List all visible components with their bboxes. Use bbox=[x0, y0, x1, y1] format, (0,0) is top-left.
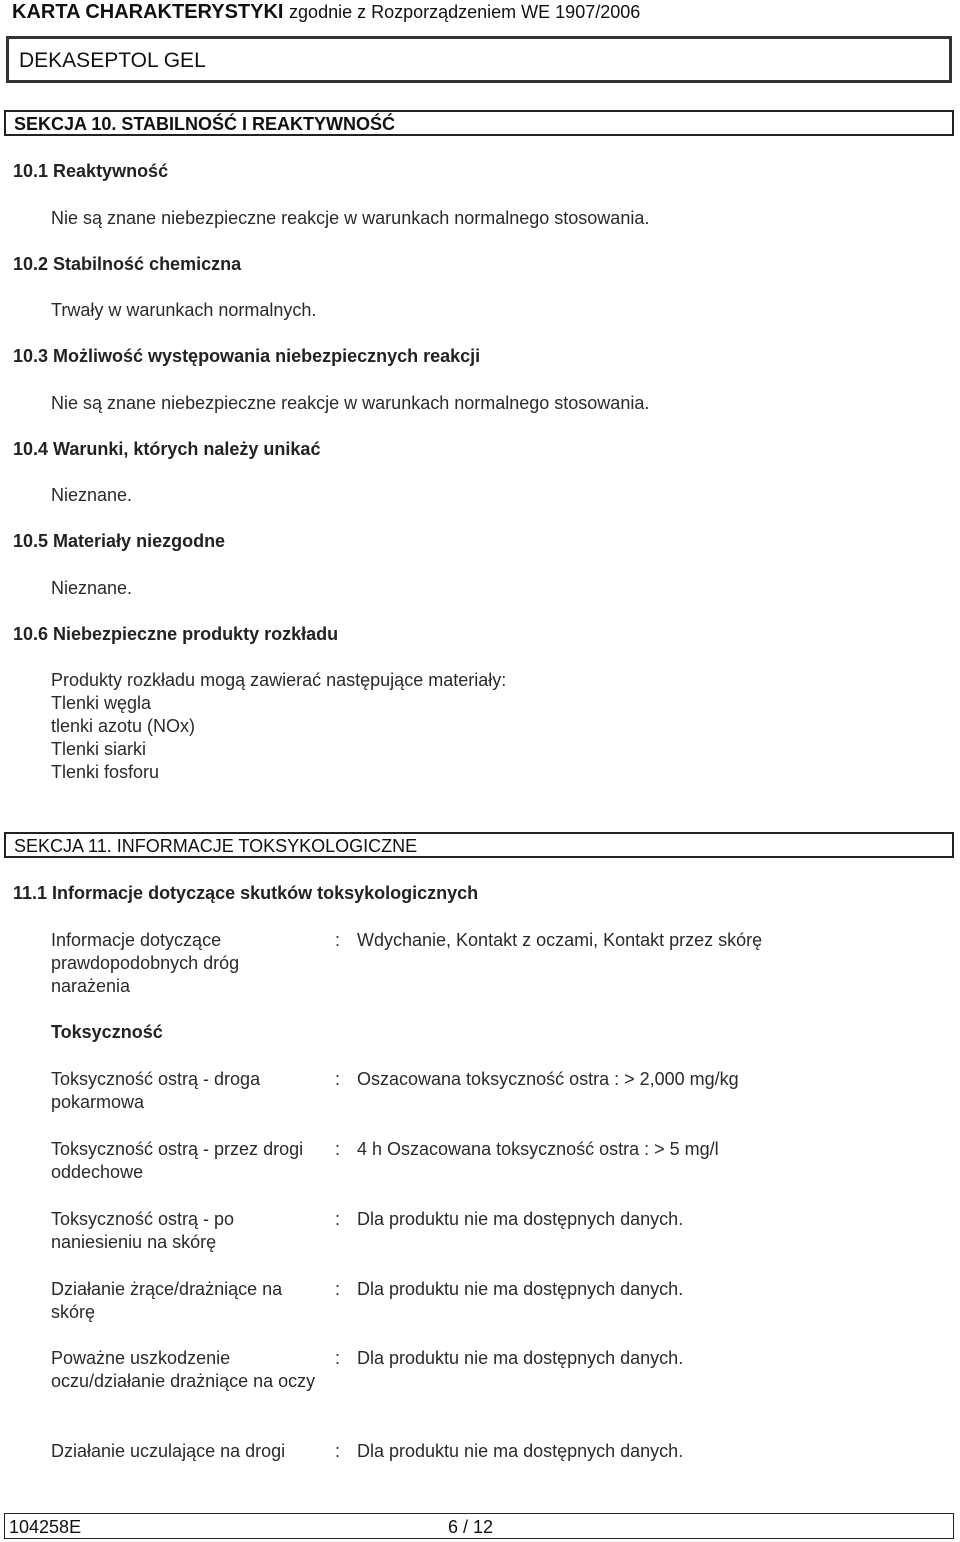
text-10-1: Nie są znane niebezpieczne reakcje w warunkach normalnego stosowania. bbox=[51, 208, 650, 228]
tox-row-label: Poważne uszkodzenie oczu/działanie drażniące na oczy bbox=[51, 1348, 316, 1391]
heading-11-1: 11.1 Informacje dotyczące skutków toksykologicznych bbox=[13, 883, 479, 903]
product-name-box bbox=[6, 36, 952, 83]
tox-row-value: Dla produktu nie ma dostępnych danych. bbox=[357, 1279, 684, 1299]
separator: : bbox=[335, 930, 341, 950]
tox-row-label: Działanie żrące/drażniące na skórę bbox=[51, 1279, 283, 1322]
heading-10-1: 10.1 Reaktywność bbox=[13, 161, 169, 181]
separator: : bbox=[335, 1441, 341, 1461]
tox-row-value: Dla produktu nie ma dostępnych danych. bbox=[357, 1441, 684, 1461]
text-10-6-intro: Produkty rozkładu mogą zawierać następujące materiały: bbox=[51, 670, 507, 690]
document-type: KARTA CHARAKTERYSTYKI bbox=[12, 1, 284, 23]
heading-10-4: 10.4 Warunki, których należy unikać bbox=[13, 439, 321, 459]
toxicity-heading: Toksyczność bbox=[51, 1022, 163, 1042]
tox-row-label: Toksyczność ostrą - przez drogi oddechowe bbox=[51, 1139, 304, 1182]
section-10-header bbox=[4, 110, 954, 136]
exposure-label: Informacje dotyczące prawdopodobnych dróg narażenia bbox=[51, 930, 240, 996]
exposure-value: Wdychanie, Kontakt z oczami, Kontakt przez skórę bbox=[357, 930, 763, 950]
tox-row-value: Oszacowana toksyczność ostra : > 2,000 mg/kg bbox=[357, 1069, 739, 1089]
tox-row-value: Dla produktu nie ma dostępnych danych. bbox=[357, 1348, 684, 1368]
tox-row-label: Toksyczność ostrą - droga pokarmowa bbox=[51, 1069, 261, 1112]
section-11-header bbox=[4, 832, 954, 858]
heading-10-2: 10.2 Stabilność chemiczna bbox=[13, 254, 242, 274]
separator: : bbox=[335, 1139, 341, 1159]
list-item: Tlenki fosforu bbox=[51, 762, 160, 782]
text-10-5: Nieznane. bbox=[51, 578, 133, 598]
section-11-title: SEKCJA 11. INFORMACJE TOKSYKOLOGICZNE bbox=[14, 836, 418, 856]
separator: : bbox=[335, 1209, 341, 1229]
list-item: Tlenki węgla bbox=[51, 693, 152, 713]
separator: : bbox=[335, 1069, 341, 1089]
list-item: Tlenki siarki bbox=[51, 739, 147, 759]
text-10-3: Nie są znane niebezpieczne reakcje w warunkach normalnego stosowania. bbox=[51, 393, 650, 413]
tox-row-value: 4 h Oszacowana toksyczność ostra : > 5 mg/l bbox=[357, 1139, 719, 1159]
tox-row-label: Toksyczność ostrą - po naniesieniu na skórę bbox=[51, 1209, 235, 1252]
separator: : bbox=[335, 1348, 341, 1368]
regulation-note: zgodnie z Rozporządzeniem WE 1907/2006 bbox=[289, 2, 641, 22]
heading-10-3: 10.3 Możliwość występowania niebezpiecznych reakcji bbox=[13, 346, 481, 366]
heading-10-6: 10.6 Niebezpieczne produkty rozkładu bbox=[13, 624, 339, 644]
page-footer bbox=[4, 1513, 954, 1539]
document-code: 104258E bbox=[9, 1517, 82, 1537]
product-name: DEKASEPTOL GEL bbox=[19, 49, 206, 72]
text-10-2: Trwały w warunkach normalnych. bbox=[51, 300, 317, 320]
text-10-4: Nieznane. bbox=[51, 485, 133, 505]
tox-row-value: Dla produktu nie ma dostępnych danych. bbox=[357, 1209, 684, 1229]
document-title bbox=[12, 1, 640, 24]
section-10-title: SEKCJA 10. STABILNOŚĆ I REAKTYWNOŚĆ bbox=[14, 114, 396, 134]
heading-10-5: 10.5 Materiały niezgodne bbox=[13, 531, 226, 551]
tox-row-label: Działanie uczulające na drogi bbox=[51, 1441, 286, 1461]
page-number: 6 / 12 bbox=[448, 1517, 494, 1537]
list-item: tlenki azotu (NOx) bbox=[51, 716, 196, 736]
separator: : bbox=[335, 1279, 341, 1299]
